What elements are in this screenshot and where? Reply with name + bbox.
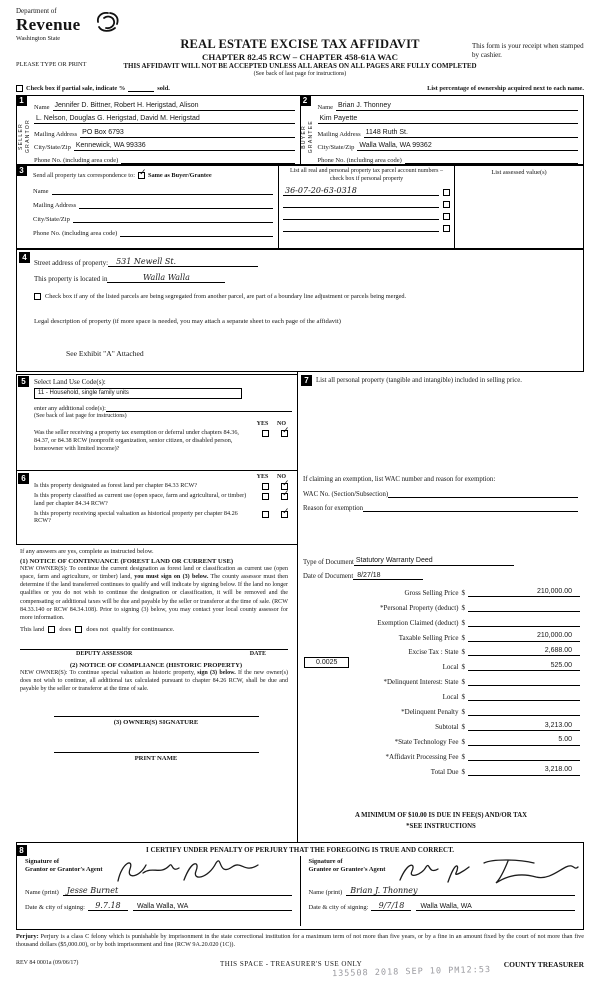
grantor-agent-label: Grantor or Grantor's Agent bbox=[25, 866, 103, 874]
notice1-text-bold: you must sign on (3) below. bbox=[134, 574, 209, 581]
segregated-checkbox[interactable] bbox=[34, 293, 41, 300]
buyer-mailing-label: Mailing Address bbox=[317, 130, 361, 138]
personal-property-deduct-row bbox=[298, 597, 584, 612]
wac-field[interactable] bbox=[388, 497, 578, 498]
exemption-note: If claiming an exemption, list WAC number and reason for exemption: bbox=[303, 476, 496, 483]
grantee-side-label: GRANTEE bbox=[308, 119, 314, 154]
section-4-badge: 4 bbox=[19, 252, 30, 263]
reason-field[interactable] bbox=[363, 511, 578, 512]
tax-table bbox=[298, 582, 584, 776]
tax-column bbox=[298, 372, 584, 842]
left-column bbox=[16, 372, 298, 842]
rev-form-number: REV 84 0001a (09/06/17) bbox=[16, 960, 79, 966]
owners-signature-area[interactable] bbox=[20, 716, 292, 726]
forest-land-question: Is this property designated as forest land per chapter 84.33 RCW? bbox=[34, 482, 198, 489]
minimum-fee-note: A MINIMUM OF $10.00 IS DUE IN FEE(S) AND/OR TAX bbox=[354, 812, 528, 819]
property-section bbox=[16, 249, 584, 372]
print-name-line[interactable] bbox=[54, 752, 259, 753]
grantor-signature-image[interactable] bbox=[112, 856, 272, 888]
see-back-note: (See back of last page for instructions) bbox=[253, 71, 347, 77]
grantee-agent-label: Grantee or Grantee's Agent bbox=[308, 866, 386, 874]
buyer-name-field[interactable]: Brian J. Thonney bbox=[336, 102, 578, 111]
print-name-area[interactable] bbox=[20, 752, 292, 762]
reason-label: Reason for exemption bbox=[303, 505, 364, 512]
delinquent-interest-local-row bbox=[298, 686, 584, 701]
doc-date-label: Date of Document bbox=[303, 573, 354, 580]
exhibit-note: See Exhibit "A" Attached bbox=[66, 349, 144, 358]
subtotal-field[interactable]: 3,213.00 bbox=[468, 722, 580, 731]
date-label: DATE bbox=[249, 651, 266, 658]
delinquent-penalty-row bbox=[298, 701, 584, 716]
same-as-buyer-label: Same as Buyer/Grantee bbox=[147, 171, 212, 179]
section-1-badge: 1 bbox=[16, 95, 27, 106]
grantee-city-field[interactable]: Walla Walla, WA bbox=[416, 903, 575, 911]
parties-section bbox=[16, 95, 584, 165]
corr-phone-label: Phone No. (including area code) bbox=[33, 230, 118, 237]
deferral-question: Was the seller receiving a property tax exemption or deferral under chapters 84.36, 84.37, or 84.38 RCW (nonprofit organization, senior citizen, or disabled person, homeowner with limited income)? bbox=[34, 429, 239, 452]
street-address-label: Street address of property: bbox=[34, 259, 109, 267]
no-header: NO bbox=[277, 421, 286, 427]
parcel-number-field-2[interactable] bbox=[283, 207, 439, 208]
excise-local-row bbox=[298, 656, 584, 671]
historic-no-checkbox[interactable] bbox=[281, 506, 290, 518]
dollar-sign: $ bbox=[461, 663, 465, 672]
parcel-numbers-box bbox=[279, 166, 455, 248]
seller-name-field[interactable]: Jennifer D. Bittner, Robert H. Herigstad, Alison bbox=[53, 102, 295, 111]
assessed-values-box bbox=[455, 166, 583, 248]
parcel-personal-checkbox-3[interactable] bbox=[443, 213, 450, 220]
corr-mailing-field[interactable] bbox=[79, 208, 273, 209]
total-due-row bbox=[298, 761, 584, 776]
section-8-badge: 8 bbox=[16, 845, 27, 856]
subtotal-row bbox=[298, 716, 584, 731]
excise-state-field[interactable]: 2,688.00 bbox=[468, 647, 580, 656]
corr-csz-field[interactable] bbox=[73, 222, 273, 223]
notice1-text-a: NEW OWNER(S): To continue the current designation as forest land or classification as current use (open space, farm and agriculture, or timber) land, bbox=[20, 566, 288, 581]
grantee-date-city-label: Date & city of signing: bbox=[308, 903, 369, 911]
row-label: *Personal Property (deduct) bbox=[379, 603, 459, 612]
partial-sale-checkbox[interactable] bbox=[16, 85, 23, 92]
partial-sale-label: Check box if partial sale, indicate % bbox=[26, 85, 126, 92]
parcel-personal-checkbox-4[interactable] bbox=[443, 225, 450, 232]
does-qualify-checkbox[interactable] bbox=[48, 626, 55, 633]
dollar-sign: $ bbox=[461, 648, 465, 657]
grantee-date-field[interactable]: 9/7/18 bbox=[371, 901, 411, 911]
notice-continuance-title: (1) NOTICE OF CONTINUANCE (FOREST LAND OR CURRENT USE) bbox=[20, 558, 234, 565]
dollar-sign: $ bbox=[461, 708, 465, 717]
current-use-yes-checkbox[interactable] bbox=[262, 493, 269, 500]
partial-sale-row bbox=[16, 84, 584, 92]
certify-statement: I CERTIFY UNDER PENALTY OF PERJURY THAT THE FOREGOING IS TRUE AND CORRECT. bbox=[145, 846, 454, 854]
dollar-sign: $ bbox=[461, 678, 465, 687]
qualify-label: qualify for continuance. bbox=[112, 626, 175, 634]
middle-region bbox=[16, 372, 584, 842]
cashier-stamp: 135508 2018 SEP 10 PM12:53 bbox=[331, 964, 492, 980]
buyer-mailing-field[interactable]: 1148 Ruth St. bbox=[364, 129, 578, 138]
grantee-name-field[interactable]: Brian J. Thonney bbox=[346, 886, 575, 896]
corr-phone-field[interactable] bbox=[120, 236, 273, 237]
taxable-selling-price-field[interactable]: 210,000.00 bbox=[468, 632, 580, 641]
deferral-no-checkbox[interactable] bbox=[281, 426, 290, 437]
buyer-phone-label: Phone No. (including area code) bbox=[317, 156, 402, 164]
state-technology-fee-row bbox=[298, 731, 584, 746]
perjury-bold-label: Perjury: bbox=[16, 933, 39, 940]
row-label: *Delinquent Penalty bbox=[401, 708, 459, 717]
land-use-code-field[interactable]: 11 - Household, single family units bbox=[34, 388, 242, 399]
dor-logo bbox=[16, 7, 146, 42]
row-label: *State Technology Fee bbox=[394, 737, 459, 746]
notice2-text-bold: sign (3) below. bbox=[197, 670, 236, 677]
dollar-sign: $ bbox=[461, 737, 465, 746]
historic-yes-checkbox[interactable] bbox=[262, 511, 269, 518]
correspondence-box bbox=[17, 166, 279, 248]
corr-mailing-label: Mailing Address bbox=[33, 202, 77, 209]
does-label: does bbox=[59, 626, 72, 634]
washington-state-label: Washington State bbox=[16, 35, 61, 42]
deputy-assessor-label: DEPUTY ASSESSOR bbox=[76, 651, 133, 658]
form-chapter-subtitle: CHAPTER 82.45 RCW – CHAPTER 458-61A WAC bbox=[202, 52, 398, 62]
yes-header: YES bbox=[256, 421, 269, 427]
local-rate-box: 0.0025 bbox=[304, 657, 349, 668]
grantor-date-city-label: Date & city of signing: bbox=[25, 903, 85, 911]
corr-name-field[interactable] bbox=[52, 194, 273, 195]
grantor-name-field[interactable]: Jesse Burnet bbox=[63, 886, 292, 896]
buyer-csz-label: City/State/Zip bbox=[317, 143, 355, 151]
parcel-header: List all real and personal property tax parcel account numbers – check box if personal property bbox=[290, 168, 443, 182]
corr-name-label: Name bbox=[33, 188, 49, 195]
street-address-field[interactable]: 531 Newell St. bbox=[108, 257, 258, 267]
department-of-label: Department of bbox=[16, 7, 57, 15]
section-6-badge: 6 bbox=[18, 473, 29, 484]
forest-yes-checkbox[interactable] bbox=[262, 483, 269, 490]
exemption-claimed-row bbox=[298, 612, 584, 627]
affidavit-processing-fee-row bbox=[298, 746, 584, 761]
this-land-label: This land bbox=[20, 626, 45, 634]
seller-side-label: SELLER bbox=[17, 123, 24, 150]
grantor-signature-of-label: Signature of bbox=[25, 858, 60, 865]
gross-selling-price-row bbox=[298, 582, 584, 597]
deputy-assessor-line[interactable] bbox=[20, 649, 288, 657]
total-due-field[interactable]: 3,218.00 bbox=[468, 766, 580, 775]
county-treasurer-label: COUNTY TREASURER bbox=[503, 960, 584, 969]
certification-section bbox=[16, 842, 584, 930]
document-block bbox=[303, 552, 578, 580]
section-3-badge: 3 bbox=[16, 165, 27, 176]
row-label: Total Due bbox=[430, 767, 459, 776]
current-use-question: Is this property classified as current use (open space, farm and agricultural, or timber) land per chapter 84.34 RCW? bbox=[34, 492, 247, 507]
corr-csz-label: City/State/Zip bbox=[33, 216, 70, 223]
same-as-buyer-checkbox[interactable] bbox=[138, 167, 147, 179]
dollar-sign: $ bbox=[461, 618, 465, 627]
legal-description-label: Legal description of property (if more space is needed, you may attach a separate sheet to each page of the affidavit) bbox=[34, 318, 341, 325]
parcel-number-field-3[interactable] bbox=[283, 219, 439, 220]
notice-compliance-title: (2) NOTICE OF COMPLIANCE (HISTORIC PROPERTY) bbox=[69, 662, 243, 670]
buyer-sideband bbox=[301, 109, 315, 164]
does-not-qualify-checkbox[interactable] bbox=[75, 626, 82, 633]
please-type-label: PLEASE TYPE OR PRINT bbox=[16, 61, 87, 68]
print-name-label: PRINT NAME bbox=[134, 754, 178, 762]
gross-selling-price-field[interactable]: 210,000.00 bbox=[468, 588, 580, 597]
seller-name-field-2[interactable]: L. Nelson, Douglas G. Herigstad, David M. Herigstad bbox=[34, 115, 295, 124]
taxable-selling-price-row bbox=[298, 627, 584, 642]
notice-continuance-text bbox=[20, 565, 292, 622]
treasurer-space-label: THIS SPACE - TREASURER'S USE ONLY bbox=[220, 960, 363, 968]
buyer-grantee-box bbox=[301, 95, 585, 165]
dollar-sign: $ bbox=[461, 752, 465, 761]
historic-question: Is this property receiving special valuation as historical property per chapter 84.26 RCW? bbox=[34, 509, 238, 525]
buyer-side-label: BUYER bbox=[301, 124, 307, 149]
seller-mailing-label: Mailing Address bbox=[34, 130, 78, 138]
doc-date-field[interactable]: 8/27/18 bbox=[353, 572, 423, 580]
receipt-note: This form is your receipt when stamped by cashier. bbox=[472, 42, 584, 60]
seller-phone-label: Phone No. (including area code) bbox=[34, 156, 119, 164]
dollar-sign: $ bbox=[461, 633, 465, 642]
located-in-field[interactable]: Walla Walla bbox=[107, 273, 225, 283]
designation-section bbox=[16, 471, 297, 545]
row-label: Gross Selling Price bbox=[404, 588, 459, 597]
notice-compliance-text bbox=[20, 669, 292, 693]
row-label: Local bbox=[442, 663, 459, 672]
excise-local-field[interactable]: 525.00 bbox=[468, 662, 580, 671]
ownership-percentage-note: List percentage of ownership acquired next to each name. bbox=[427, 85, 584, 92]
located-in-label: This property is located in bbox=[34, 275, 108, 283]
perjury-text: Perjury is a class C felony which is punishable by imprisonment in the state correctional institution for a maximum term of not more than five years, or by a fine in an amount fixed by the court of not more than five thousand dollars ($5,000.00), or by both imprisonment and fine (RCW 9A.20.020 (1C)). bbox=[16, 933, 584, 949]
seller-fields bbox=[32, 96, 300, 164]
row-label: *Delinquent Interest: State bbox=[383, 678, 459, 687]
does-not-label: does not bbox=[86, 626, 109, 634]
row-label: *Affidavit Processing Fee bbox=[385, 752, 459, 761]
dollar-sign: $ bbox=[461, 603, 465, 612]
segregated-label: Check box if any of the listed parcels are being segregated from another parcel, are part of a boundary line adjustment or parcels being merged. bbox=[45, 293, 407, 300]
notice2-text-a: NEW OWNER(S): To continue special valuation as historic property, bbox=[20, 670, 198, 677]
row-label: Local bbox=[442, 693, 459, 702]
partial-sale-sold-label: sold. bbox=[157, 85, 170, 92]
checkmark-icon: ✓ bbox=[282, 479, 290, 489]
delinquent-interest-state-row bbox=[298, 671, 584, 686]
land-use-title: Select Land Use Code(s): bbox=[34, 378, 106, 386]
seller-csz-field[interactable]: Kennewick, WA 99336 bbox=[74, 142, 295, 151]
dollar-sign: $ bbox=[461, 767, 465, 776]
checkmark-icon: ✓ bbox=[282, 489, 290, 499]
row-label: Exemption Claimed (deduct) bbox=[377, 618, 459, 627]
buyer-name-field-2[interactable]: Kim Payette bbox=[318, 115, 579, 124]
grantee-signature-block bbox=[300, 856, 584, 926]
grantor-side-label: GRANTOR bbox=[24, 119, 31, 154]
row-label: Taxable Selling Price bbox=[398, 633, 459, 642]
row-label: Subtotal bbox=[435, 722, 459, 731]
doc-type-label: Type of Document bbox=[303, 559, 354, 566]
grantor-city-field[interactable]: Walla Walla, WA bbox=[133, 903, 292, 911]
grantee-signature-of-label: Signature of bbox=[308, 858, 343, 865]
yes-header: YES bbox=[256, 474, 269, 480]
dollar-sign: $ bbox=[461, 722, 465, 731]
section-2-badge: 2 bbox=[300, 95, 311, 106]
parcel-personal-checkbox-1[interactable] bbox=[443, 189, 450, 196]
completion-warning: THIS AFFIDAVIT WILL NOT BE ACCEPTED UNLESS ALL AREAS ON ALL PAGES ARE FULLY COMPLETED bbox=[123, 62, 477, 70]
if-yes-note: If any answers are yes, complete as instructed below. bbox=[20, 548, 154, 555]
grantor-signature-block bbox=[17, 856, 300, 926]
correspondence-section bbox=[16, 165, 584, 249]
section-5-badge: 5 bbox=[18, 376, 29, 387]
section-7-badge: 7 bbox=[301, 375, 312, 386]
checkmark-icon: ✓ bbox=[138, 167, 147, 178]
seller-name-label: Name bbox=[34, 104, 50, 112]
partial-sale-percent-field[interactable] bbox=[128, 84, 154, 92]
continuance-qualify-row bbox=[20, 626, 292, 633]
owners-signature-label: (3) OWNER(S) SIGNATURE bbox=[113, 718, 199, 726]
footer-row bbox=[16, 960, 584, 969]
doc-type-field[interactable]: Statutory Warranty Deed bbox=[354, 557, 514, 566]
grantee-name-print-label: Name (print) bbox=[308, 888, 343, 896]
send-correspondence-label: Send all property tax correspondence to: bbox=[33, 171, 135, 179]
land-use-see-back: (See back of last page for instructions) bbox=[34, 413, 127, 419]
assessed-values-header: List assessed value(s) bbox=[491, 169, 547, 176]
form-title: REAL ESTATE EXCISE TAX AFFIDAVIT bbox=[180, 37, 420, 51]
seller-grantor-box bbox=[16, 95, 301, 165]
see-instructions-note: *SEE INSTRUCTIONS bbox=[406, 823, 476, 830]
buyer-csz-field[interactable]: Walla Walla, WA 99362 bbox=[357, 142, 578, 151]
dollar-sign: $ bbox=[461, 588, 465, 597]
grantor-date-field[interactable]: 9.7.18 bbox=[88, 901, 128, 911]
parcel-number-field[interactable]: 36-07-20-63-0318 bbox=[283, 186, 439, 196]
buyer-phone-field[interactable] bbox=[405, 163, 578, 164]
owners-signature-line[interactable] bbox=[54, 716, 259, 717]
grantee-signature-image[interactable] bbox=[396, 856, 581, 888]
revenue-wordmark: Revenue bbox=[16, 15, 81, 34]
land-use-section bbox=[16, 374, 297, 471]
notice1-text-c: The county assessor must then determine if the land transferred continues to qualify and will indicate by signing below. If the land no longer qualifies or you do not wish to continue the designation or classification, it will be removed and the compensating or additional taxes will be due and payable by the seller or transferor at the time of sale. (RCW 84.33.140 or RCW 84.34.108). Prior to signing (3) below, you may contact your local county assessor for more information. bbox=[20, 574, 288, 621]
deferral-yes-checkbox[interactable] bbox=[262, 430, 269, 437]
parcel-personal-checkbox-2[interactable] bbox=[443, 201, 450, 208]
seller-csz-label: City/State/Zip bbox=[34, 143, 71, 151]
buyer-fields bbox=[316, 96, 584, 164]
notice2-text-c: If the new owner(s) does not wish to continue, all additional tax calculated pursuant to chapter 84.26 RCW, shall be due and payable by the seller or transferor at the time of sale. bbox=[20, 670, 288, 693]
checkmark-icon: ✓ bbox=[282, 426, 290, 436]
seller-sideband bbox=[17, 109, 31, 164]
additional-codes-label: enter any additional code(s): bbox=[34, 405, 106, 412]
checkmark-icon: ✓ bbox=[282, 506, 290, 517]
seller-mailing-field[interactable]: PO Box 6793 bbox=[80, 129, 294, 138]
additional-codes-field[interactable] bbox=[106, 411, 292, 412]
dollar-sign: $ bbox=[461, 693, 465, 702]
exemption-block bbox=[303, 476, 578, 512]
excise-state-row bbox=[298, 642, 584, 657]
no-header: NO bbox=[277, 474, 286, 480]
state-technology-fee-field[interactable]: 5.00 bbox=[468, 736, 580, 745]
dor-swirl-icon bbox=[94, 10, 122, 34]
parcel-number-field-4[interactable] bbox=[283, 231, 439, 232]
row-label: Excise Tax : State bbox=[408, 648, 459, 657]
buyer-name-label: Name bbox=[317, 104, 334, 112]
wac-label: WAC No. (Section/Subsection) bbox=[303, 491, 389, 498]
grantor-name-print-label: Name (print) bbox=[25, 888, 59, 896]
perjury-statement bbox=[16, 933, 584, 949]
current-use-no-checkbox[interactable] bbox=[281, 489, 290, 500]
seller-phone-field[interactable] bbox=[121, 163, 294, 164]
personal-property-label: List all personal property (tangible and intangible) included in selling price. bbox=[316, 377, 522, 384]
